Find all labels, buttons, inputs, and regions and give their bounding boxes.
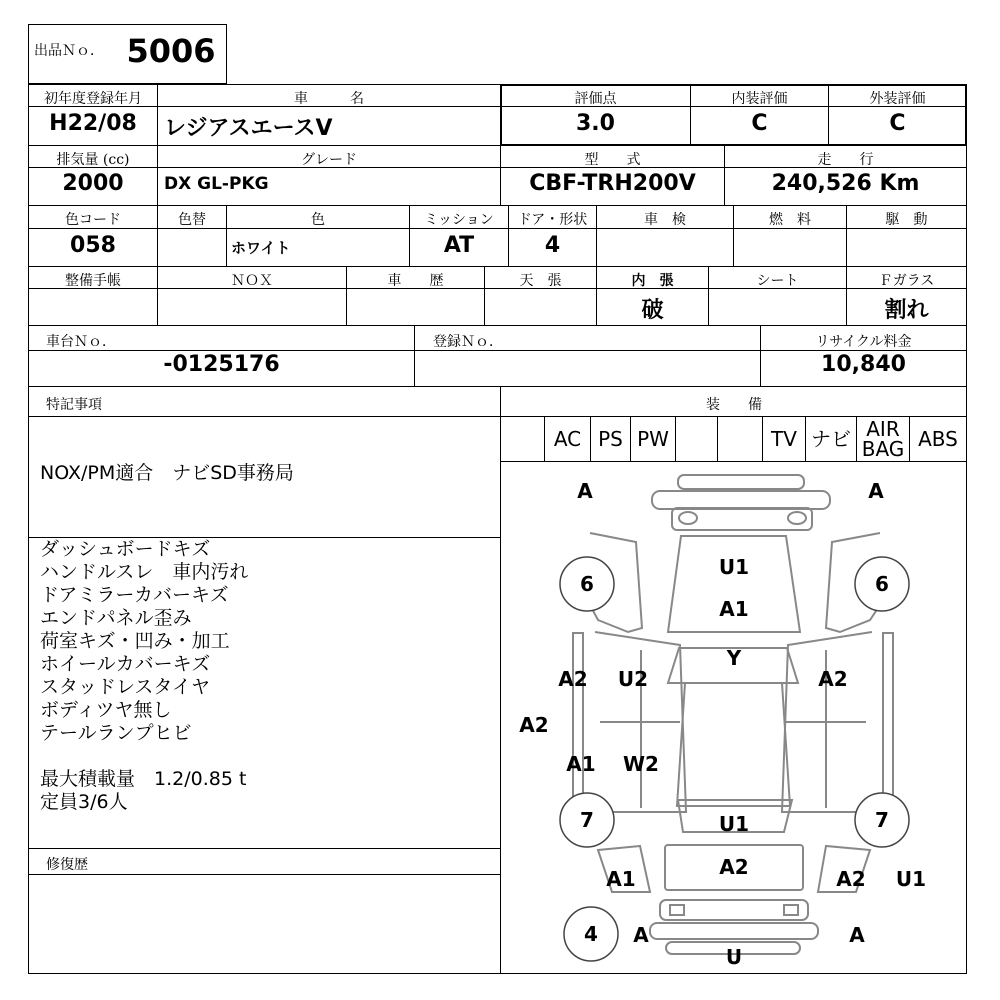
damage-mark: A2 xyxy=(719,855,749,879)
lot-label: 出品Ｎｏ． xyxy=(34,43,104,59)
damage-mark: U1 xyxy=(718,812,750,836)
damage-mark: U1 xyxy=(718,555,750,579)
mission-value: AT xyxy=(443,233,475,258)
car-diagram xyxy=(501,462,967,974)
note-item: エンドパネル歪み xyxy=(40,607,192,629)
score-value: 3.0 xyxy=(576,111,615,136)
note-item: テールランプヒビ xyxy=(40,722,192,744)
note-item: 荷室キズ・凹み・加工 xyxy=(40,630,230,652)
tire-front-right: 6 xyxy=(875,572,889,596)
mileage-label: 走 行 xyxy=(817,152,874,168)
damage-mark: A2 xyxy=(836,867,866,891)
model-value: CBF-TRH200V xyxy=(529,171,696,196)
tire-rear-right: 7 xyxy=(875,808,889,832)
doors-value: 4 xyxy=(544,233,561,258)
damage-mark: U xyxy=(725,945,743,969)
note-load: 最大積載量 1.2/0.85 t xyxy=(40,768,247,790)
car-name-label: 車 名 xyxy=(294,91,364,107)
exterior-value: C xyxy=(889,111,906,136)
tire-front-left: 6 xyxy=(580,572,594,596)
tire-rear-left: 7 xyxy=(580,808,594,832)
nox-label: ＮＯＸ xyxy=(231,273,273,289)
displacement-label: 排気量 (cc) xyxy=(56,152,130,168)
color-code-label: 色コード xyxy=(65,212,121,228)
damage-mark: A1 xyxy=(719,597,749,621)
maintenance-label: 整備手帳 xyxy=(65,273,121,289)
grade-label: グレード xyxy=(301,152,357,168)
fuel-label: 燃 料 xyxy=(769,212,811,228)
damage-mark: A xyxy=(633,923,649,947)
grade-value: DX GL-PKG xyxy=(164,174,269,194)
equipment-item: AC xyxy=(553,427,582,451)
color-label: 色 xyxy=(311,212,325,228)
first-reg-value: H22/08 xyxy=(49,111,137,136)
color-change-label: 色替 xyxy=(178,212,206,228)
note-item: ドアミラーカバーキズ xyxy=(40,584,229,606)
notes-line1: NOX/PM適合 ナビSD事務局 xyxy=(40,462,294,484)
interior-label: 内装評価 xyxy=(731,91,788,107)
equipment-item: AIR BAG xyxy=(861,417,905,461)
equipment-item: ナビ xyxy=(811,427,851,451)
note-capacity: 定員3/6人 xyxy=(40,791,128,813)
color-value: ホワイト xyxy=(231,239,291,257)
note-item: ハンドルスレ 車内汚れ xyxy=(40,561,249,583)
inner-lining-value: 破 xyxy=(641,298,664,323)
notes-title: 特記事項 xyxy=(46,397,102,413)
damage-mark: A xyxy=(577,479,593,503)
equipment-item xyxy=(718,418,762,460)
chassis-label: 車台Ｎｏ． xyxy=(46,334,116,350)
registration-label: 登録Ｎｏ． xyxy=(433,334,503,350)
inspection-label: 車 検 xyxy=(644,212,686,228)
displacement-value: 2000 xyxy=(62,171,124,196)
note-item: ボディツヤ無し xyxy=(40,699,172,721)
interior-value: C xyxy=(751,111,768,136)
tire-spare: 4 xyxy=(584,922,598,946)
equipment-item xyxy=(501,418,544,460)
equipment-item: ABS xyxy=(918,427,958,451)
color-code-value: 058 xyxy=(70,233,116,258)
score-label: 評価点 xyxy=(574,91,617,107)
damage-mark: A1 xyxy=(566,752,596,776)
damage-mark: A xyxy=(868,479,884,503)
equipment-item: TV xyxy=(771,427,797,451)
lot-number: 5006 xyxy=(126,32,216,70)
damage-mark: U2 xyxy=(617,667,649,691)
damage-mark: A xyxy=(849,923,865,947)
damage-mark: A2 xyxy=(558,667,588,691)
car-name-value: レジアスエースV xyxy=(164,116,333,141)
equipment-item: PS xyxy=(598,427,623,451)
exterior-label: 外装評価 xyxy=(869,91,926,107)
damage-mark: U1 xyxy=(895,867,927,891)
equipment-item xyxy=(676,418,717,460)
recycle-value: 10,840 xyxy=(821,352,906,377)
equipment-item: PW xyxy=(637,427,669,451)
drive-label: 駆 動 xyxy=(885,212,928,228)
history-label: 車 歴 xyxy=(387,273,444,289)
doors-label: ドア・形状 xyxy=(517,212,588,228)
note-item: ホイールカバーキズ xyxy=(40,653,211,675)
front-glass-label: Ｆガラス xyxy=(878,273,935,289)
model-label: 型 式 xyxy=(584,152,641,168)
mileage-value: 240,526 Km xyxy=(771,171,920,196)
damage-mark: Y xyxy=(726,646,742,670)
damage-mark: A1 xyxy=(606,867,636,891)
mission-label: ミッション xyxy=(424,212,494,228)
note-item: スタッドレスタイヤ xyxy=(40,676,211,698)
damage-mark: W2 xyxy=(623,752,659,776)
equipment-title: 装 備 xyxy=(706,397,762,413)
first-reg-label: 初年度登録年月 xyxy=(44,91,142,107)
repair-history-title: 修復歴 xyxy=(46,857,88,873)
chassis-value: -0125176 xyxy=(163,352,280,377)
inner-lining-label: 内 張 xyxy=(631,273,674,289)
recycle-label: リサイクル料金 xyxy=(815,334,912,350)
note-item: ダッシュボードキズ xyxy=(40,538,211,560)
front-glass-value: 割れ xyxy=(884,298,929,323)
damage-mark: A2 xyxy=(519,713,549,737)
seat-label: シート xyxy=(756,273,799,289)
roof-label: 天 張 xyxy=(519,273,562,289)
damage-mark: A2 xyxy=(818,667,848,691)
